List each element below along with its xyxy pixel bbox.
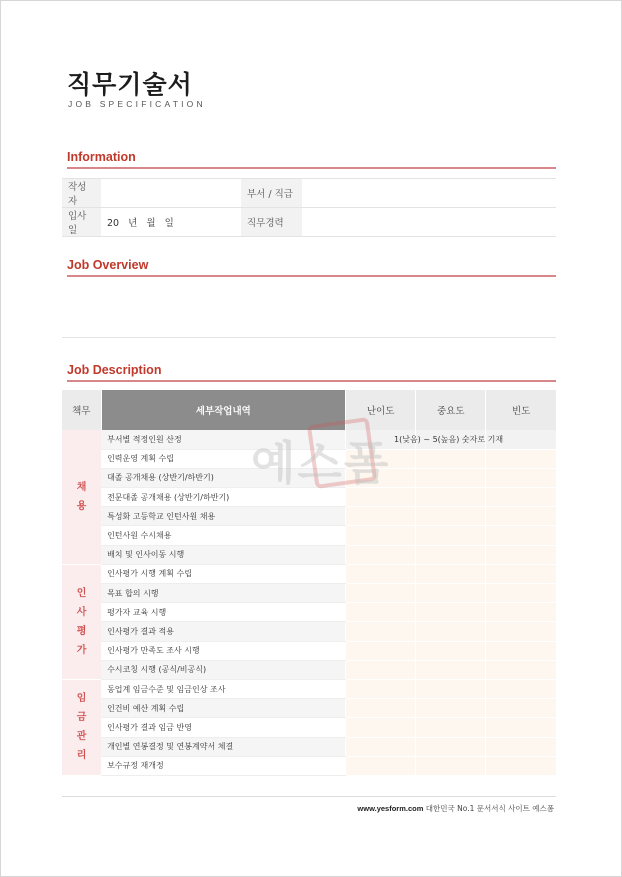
career-label: 직무경력 (241, 208, 302, 237)
description-table (62, 390, 556, 776)
dept-field[interactable] (302, 179, 556, 208)
task-cell: 인사평가 만족도 조사 시행 (101, 641, 345, 660)
task-cell: 인사평가 결과 적용 (101, 622, 345, 641)
join-date-field[interactable]: 20 년 월 일 (101, 208, 241, 237)
description-body (62, 430, 556, 775)
table-row (62, 545, 556, 564)
table-row (62, 507, 556, 526)
column-importance: 중요도 (416, 390, 486, 430)
category-cell (62, 679, 101, 775)
frequency-cell[interactable] (486, 545, 556, 564)
column-difficulty: 난이도 (346, 390, 416, 430)
table-row (62, 488, 556, 507)
dept-label: 부서 / 직급 (241, 179, 302, 208)
table-row (62, 641, 556, 660)
task-cell: 특성화 고등학교 인턴사원 채용 (101, 507, 345, 526)
importance-cell[interactable] (416, 641, 486, 660)
difficulty-cell[interactable] (346, 756, 416, 775)
table-row (62, 737, 556, 756)
difficulty-cell[interactable] (346, 526, 416, 545)
table-row (62, 449, 556, 468)
task-cell: 대졸 공개채용 (상반기/하반기) (101, 468, 345, 487)
importance-cell[interactable] (416, 756, 486, 775)
difficulty-cell[interactable] (346, 622, 416, 641)
task-cell: 배치 및 인사이동 시행 (101, 545, 345, 564)
importance-cell[interactable] (416, 449, 486, 468)
category-cell (62, 430, 101, 564)
importance-cell[interactable] (416, 622, 486, 641)
frequency-cell[interactable] (486, 660, 556, 679)
difficulty-cell[interactable] (346, 488, 416, 507)
difficulty-cell[interactable] (346, 545, 416, 564)
frequency-cell[interactable] (486, 564, 556, 583)
difficulty-cell[interactable] (346, 737, 416, 756)
difficulty-cell[interactable] (346, 603, 416, 622)
footer-site[interactable]: www.yesform.com (357, 804, 424, 813)
task-cell: 인사평가 시행 계획 수립 (101, 564, 345, 583)
task-cell: 부서별 적정인원 산정 (101, 430, 345, 449)
frequency-cell[interactable] (486, 468, 556, 487)
difficulty-cell[interactable] (346, 679, 416, 698)
frequency-cell[interactable] (486, 526, 556, 545)
task-cell: 개인별 연봉결정 및 연봉계약서 체결 (101, 737, 345, 756)
scale-note: 1(낮음) ~ 5(높음) 숫자로 기재 (394, 435, 504, 444)
importance-cell[interactable] (416, 660, 486, 679)
importance-cell[interactable] (416, 507, 486, 526)
table-row (62, 718, 556, 737)
task-cell: 인력운영 계획 수립 (101, 449, 345, 468)
importance-cell[interactable] (416, 526, 486, 545)
information-table (62, 178, 556, 237)
writer-field[interactable] (101, 179, 241, 208)
importance-cell[interactable] (416, 679, 486, 698)
importance-cell[interactable] (416, 564, 486, 583)
column-category: 책무 (62, 390, 101, 430)
overview-heading: Job Overview (67, 258, 556, 277)
category-label: 인 사 평 가 (76, 587, 87, 656)
category-label: 채 용 (76, 481, 87, 512)
table-row (62, 699, 556, 718)
difficulty-cell[interactable] (346, 641, 416, 660)
task-cell: 보수규정 재개정 (101, 756, 345, 775)
table-row (62, 468, 556, 487)
task-cell: 인건비 예산 계획 수립 (101, 699, 345, 718)
difficulty-cell[interactable] (346, 718, 416, 737)
difficulty-cell[interactable] (346, 699, 416, 718)
importance-cell[interactable] (416, 737, 486, 756)
information-heading: Information (67, 150, 556, 169)
difficulty-cell[interactable] (346, 468, 416, 487)
watermark-text: 예스폼 (251, 436, 391, 490)
document-subtitle: JOB SPECIFICATION (68, 99, 206, 109)
footer-tagline: 대한민국 No.1 문서서식 사이트 예스폼 (425, 804, 554, 813)
table-row (62, 660, 556, 679)
task-cell: 목표 합의 시행 (101, 584, 345, 603)
frequency-cell[interactable] (486, 641, 556, 660)
column-frequency: 빈도 (486, 390, 556, 430)
category-label: 임 금 관 리 (76, 693, 87, 762)
frequency-cell[interactable] (486, 679, 556, 698)
document-title: 직무기술서 (67, 70, 193, 99)
column-task: 세부작업내역 (101, 390, 345, 430)
frequency-cell[interactable] (486, 507, 556, 526)
frequency-cell[interactable] (486, 584, 556, 603)
frequency-cell[interactable] (486, 603, 556, 622)
task-cell: 전문대졸 공개채용 (상반기/하반기) (101, 488, 345, 507)
table-row (62, 756, 556, 775)
task-cell: 평가자 교육 시행 (101, 603, 345, 622)
footer (357, 803, 554, 814)
table-row (62, 622, 556, 641)
writer-label: 작성자 (62, 179, 101, 208)
table-row (62, 526, 556, 545)
frequency-cell[interactable] (486, 699, 556, 718)
table-row (62, 584, 556, 603)
frequency-cell[interactable] (486, 488, 556, 507)
career-field[interactable] (302, 208, 556, 237)
task-cell: 수시코칭 시행 (공식/비공식) (101, 660, 345, 679)
table-row (62, 603, 556, 622)
description-heading: Job Description (67, 363, 556, 382)
task-cell: 인턴사원 수시채용 (101, 526, 345, 545)
difficulty-cell[interactable] (346, 584, 416, 603)
difficulty-cell[interactable] (346, 507, 416, 526)
category-cell (62, 564, 101, 679)
importance-cell[interactable] (416, 488, 486, 507)
importance-cell[interactable] (416, 718, 486, 737)
importance-cell[interactable] (416, 584, 486, 603)
overview-field[interactable] (62, 278, 556, 338)
frequency-cell[interactable] (486, 622, 556, 641)
table-row (62, 564, 556, 583)
frequency-cell[interactable] (486, 737, 556, 756)
task-cell: 인사평가 결과 임금 반영 (101, 718, 345, 737)
importance-cell[interactable] (416, 603, 486, 622)
task-cell: 동업계 임금수준 및 임금인상 조사 (101, 679, 345, 698)
frequency-cell[interactable] (486, 756, 556, 775)
footer-divider (62, 796, 556, 797)
difficulty-cell[interactable] (346, 449, 416, 468)
importance-cell[interactable] (416, 468, 486, 487)
frequency-cell[interactable] (486, 449, 556, 468)
table-row (62, 679, 556, 698)
frequency-cell[interactable] (486, 718, 556, 737)
difficulty-cell[interactable] (346, 660, 416, 679)
importance-cell[interactable] (416, 545, 486, 564)
difficulty-cell[interactable] (346, 564, 416, 583)
importance-cell[interactable] (416, 699, 486, 718)
join-date-label: 입사일 (62, 208, 101, 237)
